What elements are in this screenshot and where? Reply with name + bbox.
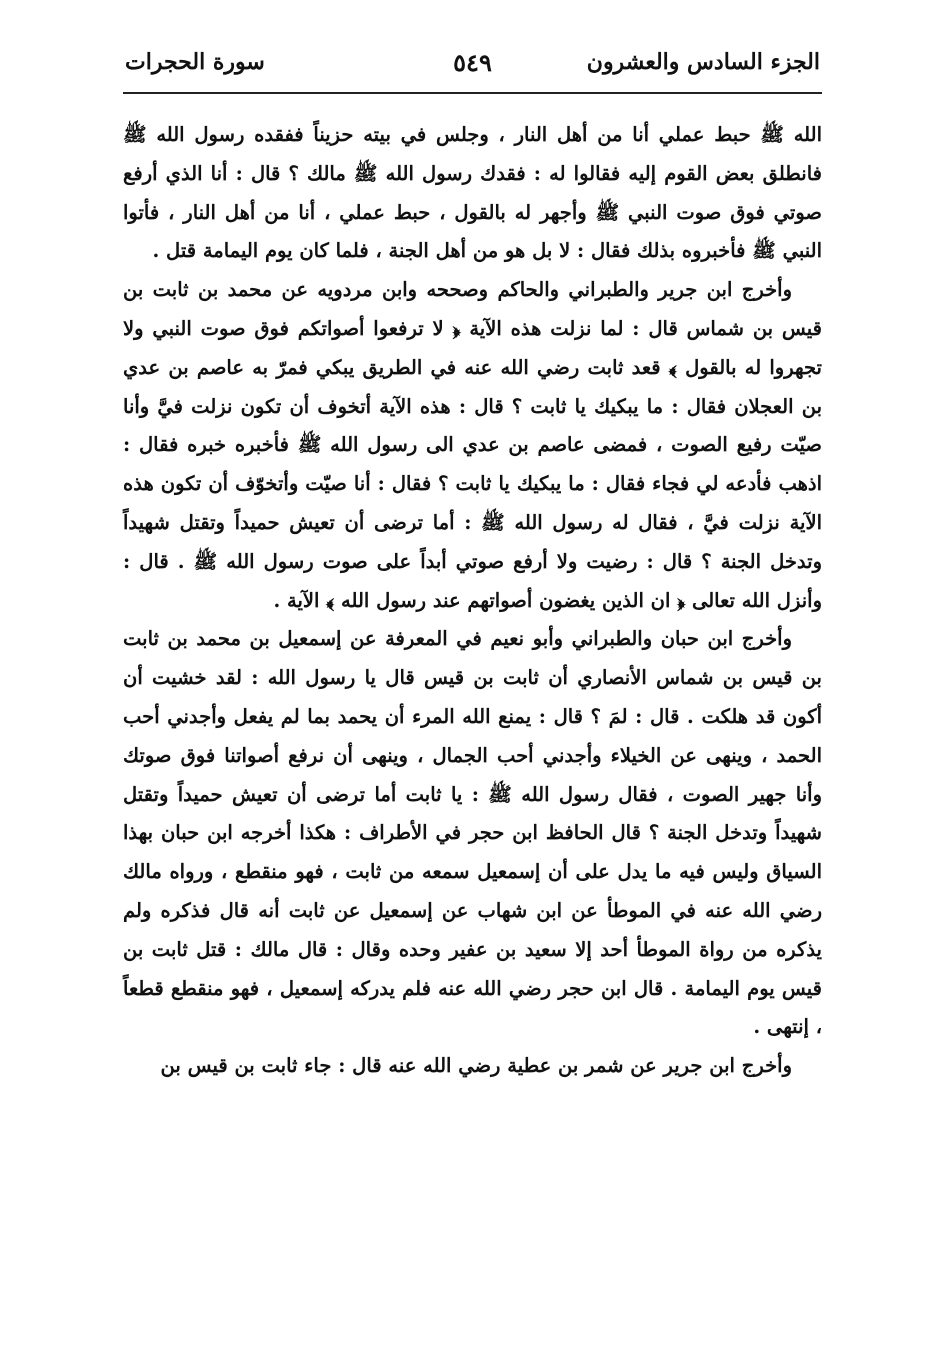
body-text xyxy=(123,116,822,1086)
running-header xyxy=(125,42,820,82)
surah-title: سورة الحجرات xyxy=(125,49,265,75)
paragraph-3: وأخرج ابن حبان والطبراني وأبو نعيم في المعرفة عن إسمعيل بن محمد بن ثابت بن قيس بن شماس الأنصاري أن ثابت بن قيس قال يا رسول الله : لقد خشيت أن أكون قد هلكت . قال : لمَ ؟ قال : يمنع الله المرء أن يحمد بما لم يفعل وأجدني أحب الحمد ، وينهى عن الخيلاء وأجدني أحب الجمال ، وينهى أن نرفع أصواتنا فوق صوتك وأنا جهير الصوت ، فقال رسول الله ﷺ : يا ثابت أما ترضى أن تعيش حميداً وتقتل شهيداً وتدخل الجنة ؟ قال الحافظ ابن حجر في الأطراف : هكذا أخرجه ابن حبان بهذا السياق وليس فيه ما يدل على أن إسمعيل سمعه من ثابت ، فهو منقطع ، ورواه مالك رضي الله عنه في الموطأ عن ابن شهاب عن إسمعيل عن ثابت أنه قال فذكره ولم يذكره من رواة الموطأ أحد إلا سعيد بن عفير وحده وقال : قال مالك : قتل ثابت بن قيس يوم اليمامة . قال ابن حجر رضي الله عنه فلم يدركه إسمعيل ، فهو منقطع قطعاً ، إنتهى . xyxy=(123,627,822,1039)
paragraph-4: وأخرج ابن جرير عن شمر بن عطية رضي الله عنه قال : جاء ثابت بن قيس بن xyxy=(160,1054,792,1078)
header-rule xyxy=(123,92,822,94)
page-number: ٥٤٩ xyxy=(453,47,492,77)
paragraph-2: وأخرج ابن جرير والطبراني والحاكم وصححه وابن مردويه عن محمد بن ثابت بن قيس بن شماس قال : لما نزلت هذه الآية ﴿ لا ترفعوا أصواتكم فوق صوت النبي ولا تجهروا له بالقول ﴾ قعد ثابت رضي الله عنه في الطريق يبكي فمرّ به عاصم بن عدي بن العجلان فقال : ما يبكيك يا ثابت ؟ قال : هذه الآية أتخوف أن تكون نزلت فيَّ وأنا صيّت رفيع الصوت ، فمضى عاصم بن عدي الى رسول الله ﷺ فأخبره خبره فقال : اذهب فأدعه لي فجاء فقال : ما يبكيك يا ثابت ؟ فقال : أنا صيّت وأتخوّف أن تكون هذه الآية نزلت فيَّ ، فقال له رسول الله ﷺ : أما ترضى أن تعيش حميداً وتقتل شهيداً وتدخل الجنة ؟ قال : رضيت ولا أرفع صوتي أبداً على صوت رسول الله ﷺ . قال : وأنزل الله تعالى ﴿ ان الذين يغضون أصواتهم عند رسول الله ﴾ الآية . xyxy=(123,278,822,612)
paragraph-1: الله ﷺ حبط عملي أنا من أهل النار ، وجلس في بيته حزيناً ففقده رسول الله ﷺ فانطلق بعض القوم إليه فقالوا له : فقدك رسول الله ﷺ مالك ؟ قال : أنا الذي أرفع صوتي فوق صوت النبي ﷺ وأجهر له بالقول ، حبط عملي ، أنا من أهل النار ، فأتوا النبي ﷺ فأخبروه بذلك فقال : لا بل هو من أهل الجنة ، فلما كان يوم اليمامة قتل . xyxy=(123,123,822,263)
volume-title: الجزء السادس والعشرون xyxy=(586,49,820,75)
